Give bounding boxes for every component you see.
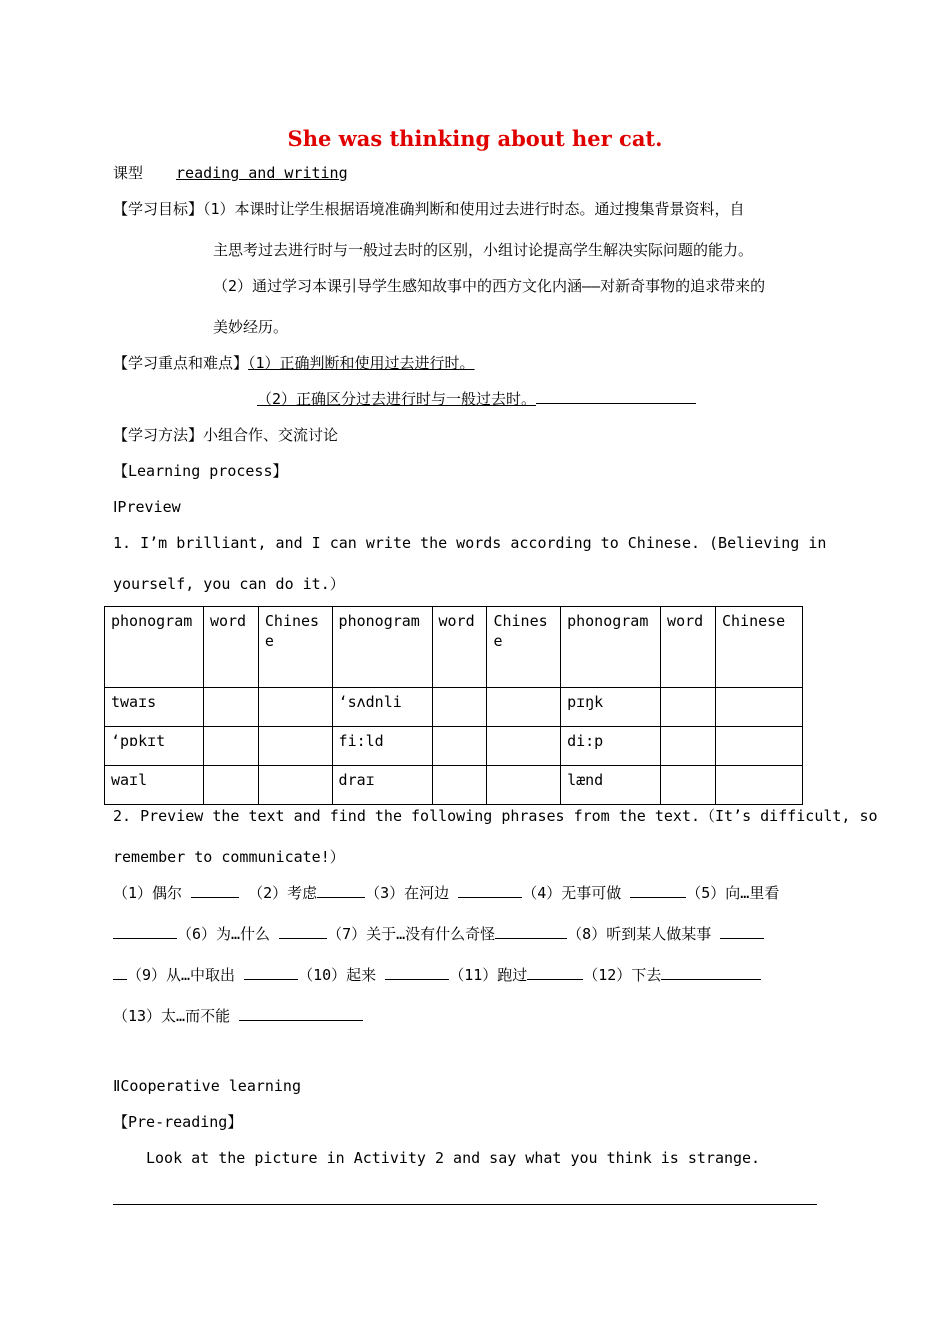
answer-blank[interactable] (630, 883, 686, 898)
table-header: Chinese (716, 607, 803, 688)
objectives-text-4: 美妙经历。 (213, 318, 289, 336)
answer-line[interactable] (113, 1204, 817, 1205)
phrase-item: （2）考虑 (248, 884, 318, 902)
table-row (105, 766, 803, 805)
task2-text-1: 2. Preview the text and find the following phrases from the text.（It’s difficult, so (113, 807, 878, 825)
phrase-item: （8）听到某人做某事 (567, 925, 712, 943)
chinese-cell[interactable] (258, 766, 332, 805)
lesson-type-value: reading and writing (176, 164, 348, 182)
phrase-item: （10）起来 (298, 966, 377, 984)
word-cell[interactable] (432, 766, 487, 805)
key-points-line-1 (113, 353, 483, 373)
answer-blank[interactable] (239, 1006, 363, 1021)
chinese-cell[interactable] (258, 688, 332, 727)
answer-blank[interactable] (458, 883, 522, 898)
task2-text-2: remember to communicate!） (113, 848, 345, 866)
table-header: word (661, 607, 716, 688)
answer-blank[interactable] (113, 965, 127, 980)
phonogram-cell: di:p (561, 727, 661, 766)
table-header: phonogram (332, 607, 432, 688)
word-cell[interactable] (661, 727, 716, 766)
pre-reading-text: Look at the picture in Activity 2 and say what you think is strange. (146, 1149, 761, 1167)
key-points-label: 【学习重点和难点】 (113, 354, 249, 372)
answer-blank[interactable] (317, 883, 365, 898)
table-header-row (105, 607, 803, 688)
phrase-item: （11）跑过 (449, 966, 528, 984)
table-header: word (203, 607, 258, 688)
answer-blank[interactable] (279, 924, 327, 939)
objectives-label: 【学习目标】 (113, 200, 204, 218)
answer-blank[interactable] (495, 924, 567, 939)
section-preview-heading: ⅠPreview (113, 498, 181, 516)
method-value: 小组合作、交流讨论 (203, 426, 339, 444)
table-header: Chinese (487, 607, 561, 688)
phonogram-table (104, 606, 803, 805)
task1-text-1: 1. I’m brilliant, and I can write the words according to Chinese. (Believing in (113, 534, 827, 552)
phrases-line-1 (113, 883, 779, 903)
section-cooperative-heading: ⅡCooperative learning (113, 1077, 301, 1095)
pre-reading-heading: 【Pre-reading】 (113, 1113, 243, 1131)
chinese-cell[interactable] (716, 766, 803, 805)
answer-blank[interactable] (720, 924, 764, 939)
word-cell[interactable] (661, 766, 716, 805)
key-points-line-2 (257, 389, 696, 409)
chinese-cell[interactable] (487, 727, 561, 766)
answer-blank[interactable] (191, 883, 239, 898)
objectives-text-3: （2）通过学习本课引导学生感知故事中的西方文化内涵——对新奇事物的追求带来的 (213, 277, 766, 295)
key-points-item-1: （1）正确判断和使用过去进行时。 (248, 354, 475, 372)
phrases-line-2 (113, 924, 764, 944)
word-cell[interactable] (661, 688, 716, 727)
phrase-item: （3）在河边 (365, 884, 450, 902)
objectives-line-1 (113, 199, 745, 219)
key-points-item-2: （2）正确区分过去进行时与一般过去时。 (257, 390, 537, 408)
phonogram-cell: lænd (561, 766, 661, 805)
phonogram-cell: fi:ld (332, 727, 432, 766)
phonogram-cell: draɪ (332, 766, 432, 805)
phrase-item: （1）偶尔 (113, 884, 183, 902)
answer-blank[interactable] (385, 965, 449, 980)
word-cell[interactable] (203, 766, 258, 805)
phrases-line-3 (113, 965, 761, 985)
phrase-item: （9）从…中取出 (127, 966, 236, 984)
learning-process-heading: 【Learning process】 (113, 462, 288, 480)
phonogram-cell: waɪl (105, 766, 204, 805)
lesson-type-label: 课型 (113, 164, 144, 182)
word-cell[interactable] (203, 688, 258, 727)
table-header: word (432, 607, 487, 688)
method-label: 【学习方法】 (113, 426, 204, 444)
answer-blank[interactable] (527, 965, 583, 980)
phonogram-cell: pɪŋk (561, 688, 661, 727)
phrase-item: （5）向…里看 (686, 884, 780, 902)
phrase-item: （4）无事可做 (522, 884, 622, 902)
phrase-item: （6）为…什么 (177, 925, 271, 943)
table-header: phonogram (561, 607, 661, 688)
phonogram-cell: ‘sʌdnli (332, 688, 432, 727)
objectives-text-1: （1）本课时让学生根据语境准确判断和使用过去进行时态。通过搜集背景资料，自 (203, 200, 745, 218)
objectives-text-2: 主思考过去进行时与一般过去时的区别，小组讨论提高学生解决实际问题的能力。 (213, 241, 754, 259)
word-cell[interactable] (432, 688, 487, 727)
answer-blank[interactable] (661, 965, 761, 980)
task1-text-2: yourself, you can do it.） (113, 575, 345, 593)
method-line (113, 425, 338, 445)
chinese-cell[interactable] (487, 766, 561, 805)
chinese-cell[interactable] (487, 688, 561, 727)
phonogram-cell: twaɪs (105, 688, 204, 727)
word-cell[interactable] (432, 727, 487, 766)
table-header: phonogram (105, 607, 204, 688)
phrase-item: （13）太…而不能 (113, 1007, 231, 1025)
phrase-item: （12）下去 (583, 966, 662, 984)
table-row (105, 688, 803, 727)
word-cell[interactable] (203, 727, 258, 766)
answer-blank[interactable] (113, 924, 177, 939)
answer-blank[interactable] (536, 389, 696, 404)
phrases-line-4 (113, 1006, 363, 1026)
table-row (105, 727, 803, 766)
phonogram-cell: ‘pɒkɪt (105, 727, 204, 766)
chinese-cell[interactable] (716, 688, 803, 727)
lesson-type-line (113, 163, 356, 183)
phrase-item: （7）关于…没有什么奇怪 (327, 925, 496, 943)
table-header: Chinese (258, 607, 332, 688)
answer-blank[interactable] (244, 965, 298, 980)
chinese-cell[interactable] (716, 727, 803, 766)
chinese-cell[interactable] (258, 727, 332, 766)
document-title: She was thinking about her cat. (287, 126, 663, 151)
